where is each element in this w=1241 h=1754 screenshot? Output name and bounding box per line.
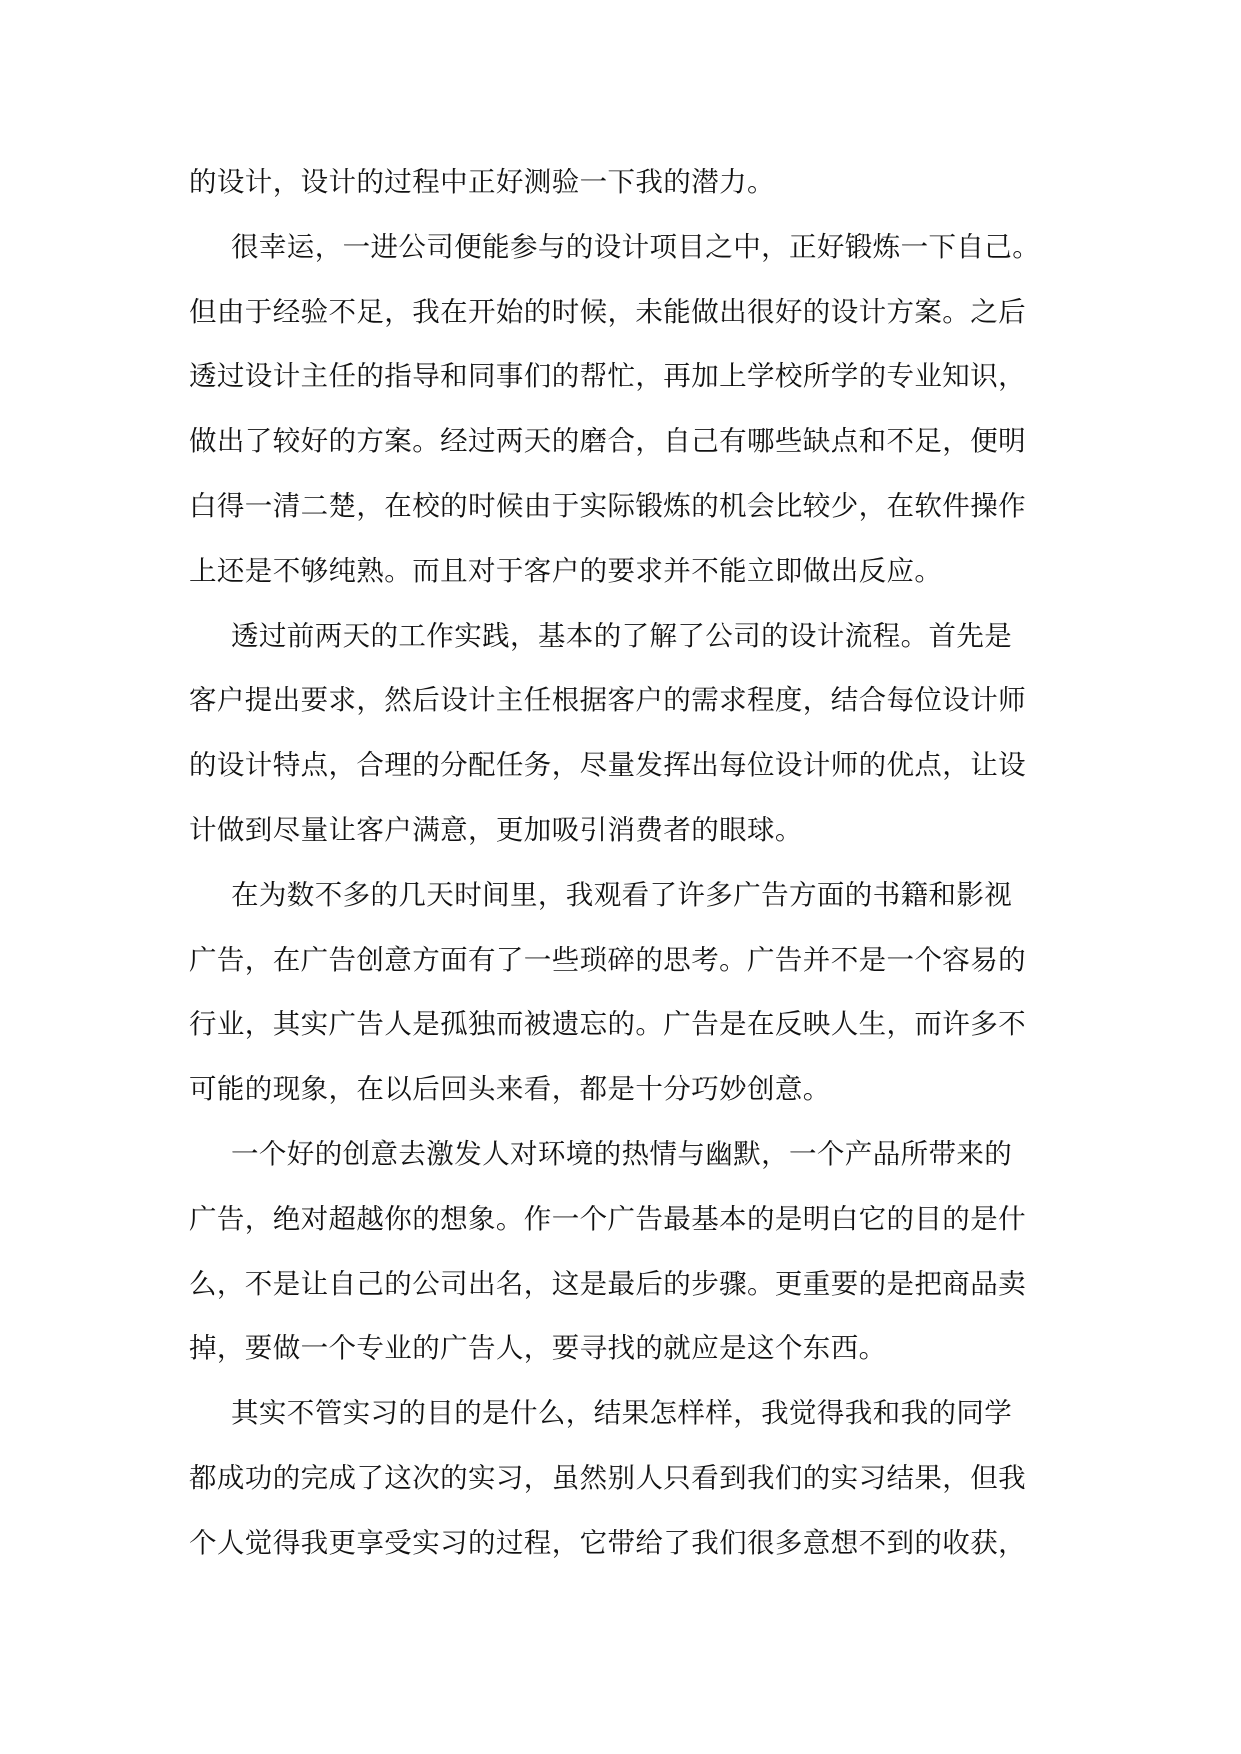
paragraph-first-line: 透过前两天的工作实践，基本的了解了公司的设计流程。首先是	[231, 619, 1013, 652]
text-line: 做出了较好的方案。经过两天的磨合，自己有哪些缺点和不足，便明	[189, 425, 1026, 458]
text-line: 广告，绝对超越你的想象。作一个广告最基本的是明白它的目的是什	[189, 1202, 1026, 1235]
text-line: 都成功的完成了这次的实习，虽然别人只看到我们的实习结果，但我	[189, 1461, 1026, 1494]
text-line: 广告，在广告创意方面有了一些琐碎的思考。广告并不是一个容易的	[189, 943, 1026, 976]
text-line: 客户提出要求，然后设计主任根据客户的需求程度，结合每位设计师	[189, 684, 1026, 717]
paragraph-first-line: 其实不管实习的目的是什么，结果怎样样，我觉得我和我的同学	[231, 1397, 1013, 1430]
text-line: 白得一清二楚，在校的时候由于实际锻炼的机会比较少，在软件操作	[189, 489, 1026, 522]
paragraph-first-line: 很幸运，一进公司便能参与的设计项目之中，正好锻炼一下自己。	[231, 230, 1041, 263]
paragraph-first-line: 在为数不多的几天时间里，我观看了许多广告方面的书籍和影视	[231, 878, 1013, 911]
text-line: 么，不是让自己的公司出名，这是最后的步骤。更重要的是把商品卖	[189, 1267, 1026, 1300]
text-line: 个人觉得我更享受实习的过程，它带给了我们很多意想不到的收获，	[189, 1526, 1026, 1559]
body-text	[189, 150, 1069, 1576]
text-line: 但由于经验不足，我在开始的时候，未能做出很好的设计方案。之后	[189, 295, 1026, 328]
paragraph-first-line: 一个好的创意去激发人对环境的热情与幽默，一个产品所带来的	[231, 1137, 1013, 1170]
text-line: 的设计特点，合理的分配任务，尽量发挥出每位设计师的优点，让设	[189, 749, 1026, 782]
text-line: 的设计，设计的过程中正好测验一下我的潜力。	[189, 166, 775, 198]
text-line: 掉，要做一个专业的广告人，要寻找的就应是这个东西。	[189, 1332, 887, 1365]
text-line: 上还是不够纯熟。而且对于客户的要求并不能立即做出反应。	[189, 554, 943, 587]
text-line: 透过设计主任的指导和同事们的帮忙，再加上学校所学的专业知识，	[189, 360, 1026, 393]
text-line: 计做到尽量让客户满意，更加吸引消费者的眼球。	[189, 813, 803, 846]
text-line: 可能的现象，在以后回头来看，都是十分巧妙创意。	[189, 1073, 831, 1106]
text-line: 行业，其实广告人是孤独而被遗忘的。广告是在反映人生，而许多不	[189, 1008, 1026, 1041]
